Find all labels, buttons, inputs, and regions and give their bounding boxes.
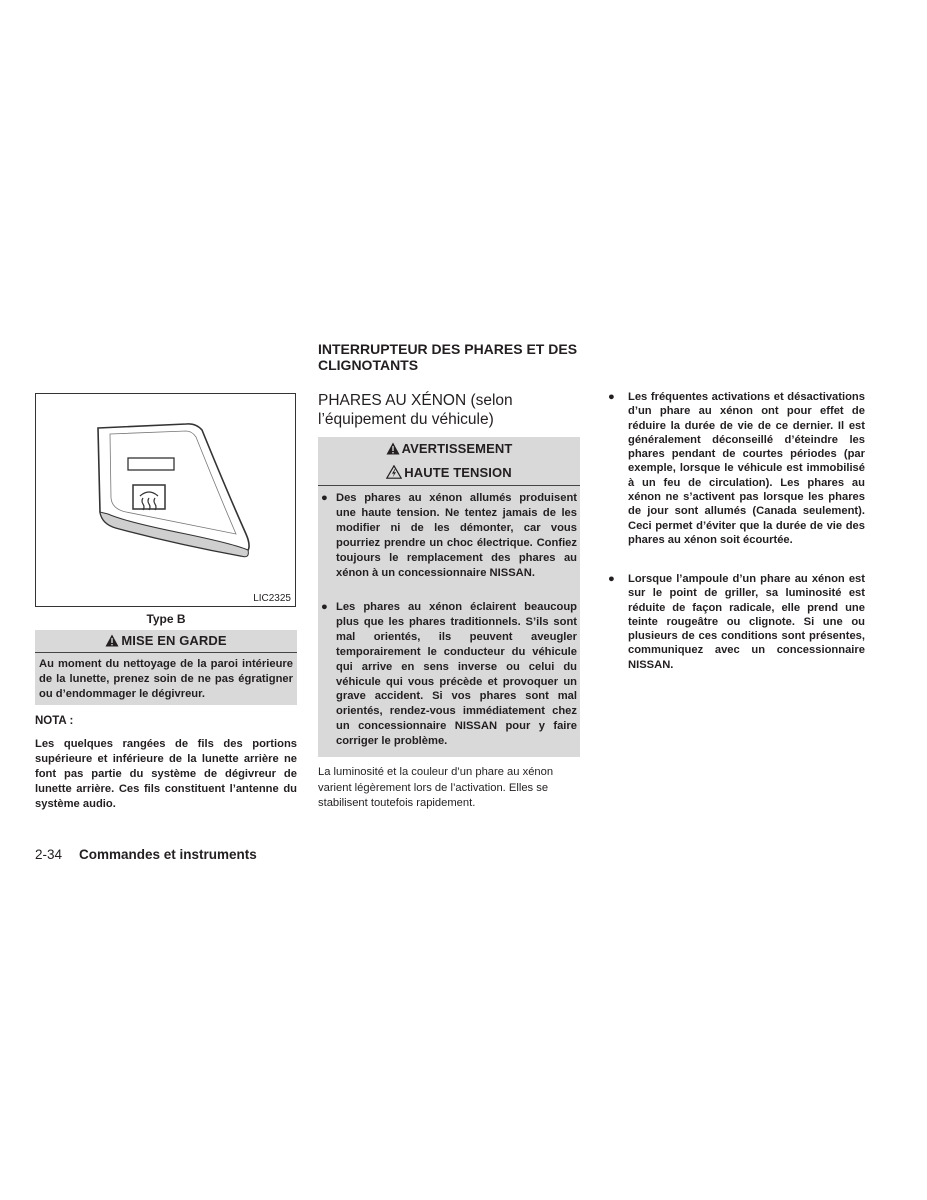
bullet-icon: ● xyxy=(321,492,328,504)
bullet-icon: ● xyxy=(321,601,328,613)
warning-bullet-text: Les phares au xénon éclairent beaucoup plus que les phares traditionnels. S’ils sont mal orientés, ils peuvent aveugler temporairement le conducteur du véhicule qui arrive en sens inverse ou celui du véhicule qui vous précède et provoquer un grave accident. Si vos phares sont mal orientés, rendez-vous immédiatement chez un concessionnaire NISSAN pour y faire corriger le problème. xyxy=(336,601,577,748)
bullet-icon: ● xyxy=(608,391,615,403)
section-title: INTERRUPTEUR DES PHARES ET DES CLIGNOTANTS xyxy=(318,341,578,373)
body-paragraph: La luminosité et la couleur d’un phare au xénon varient légèrement lors de l’activation. Elles se stabilisent toutefois rapidement. xyxy=(318,766,554,809)
figure-code: LIC2325 xyxy=(253,593,291,604)
divider xyxy=(318,485,580,486)
note-text: Les quelques rangées de fils des portions supérieure et inférieure de la lunette arrière ne font pas partie du système de dégivreur de lunette arrière. Ces fils constituent l’antenne du système audio. xyxy=(35,738,297,810)
blank-switch-icon xyxy=(128,458,174,470)
warning-header xyxy=(318,441,580,458)
warning-box xyxy=(318,437,580,757)
subsection-title: PHARES AU XÉNON (selon l’équipement du véhicule) xyxy=(318,392,513,428)
warning-triangle-icon xyxy=(386,442,400,458)
bullet-text: Les fréquentes activations et désactivations d’un phare au xénon ont pour effet de réduire la durée de vie de ce dernier. Il est généralement déconseillé d’éteindre les phares pendant de courtes périodes (par exemple, lorsque le véhicule est immobilisé à un feu de circulation). Les phares au xénon ne s’activent pas lorsque les phares de jour sont allumés (Canada seulement). Ceci permet d’éviter que la durée de vie des phares au xénon soit écourtée. xyxy=(628,391,865,546)
warning-bullet-text: Des phares au xénon allumés produisent une haute tension. Ne tentez jamais de les modifier ni de les démonter, car vous pourriez prendre un choc électrique. Confiez toujours le remplacement des phares au xénon à un concessionnaire NISSAN. xyxy=(336,492,577,579)
warning-subtitle: HAUTE TENSION xyxy=(404,465,512,480)
note-label: NOTA : xyxy=(35,715,74,727)
page-number: 2-34 xyxy=(35,847,63,862)
rear-defroster-icon xyxy=(133,485,165,510)
bullet-icon: ● xyxy=(608,573,615,585)
figure-caption: Type B xyxy=(146,612,186,626)
caution-header xyxy=(35,633,297,650)
bullet-text: Lorsque l’ampoule d’un phare au xénon est sur le point de griller, sa luminosité est réduite de façon radicale, elle prend une teinte rougeâtre ou clignote. Si une ou plusieurs de ces conditions sont présentes, communiquez avec un concessionnaire NISSAN. xyxy=(628,573,865,671)
caution-box xyxy=(35,630,297,705)
caution-title: MISE EN GARDE xyxy=(121,633,227,648)
warning-subheader xyxy=(318,465,580,482)
warning-triangle-icon xyxy=(105,634,119,650)
high-voltage-icon xyxy=(386,465,402,482)
caution-text: Au moment du nettoyage de la paroi intérieure de la lunette, prenez soin de ne pas égratigner ou d’endommager le dégivreur. xyxy=(39,658,293,701)
footer-section-title: Commandes et instruments xyxy=(79,847,257,862)
warning-title: AVERTISSEMENT xyxy=(401,441,513,456)
figure-illustration xyxy=(35,393,296,607)
rear-defroster-switch-illustration xyxy=(36,394,295,606)
divider xyxy=(35,652,297,653)
